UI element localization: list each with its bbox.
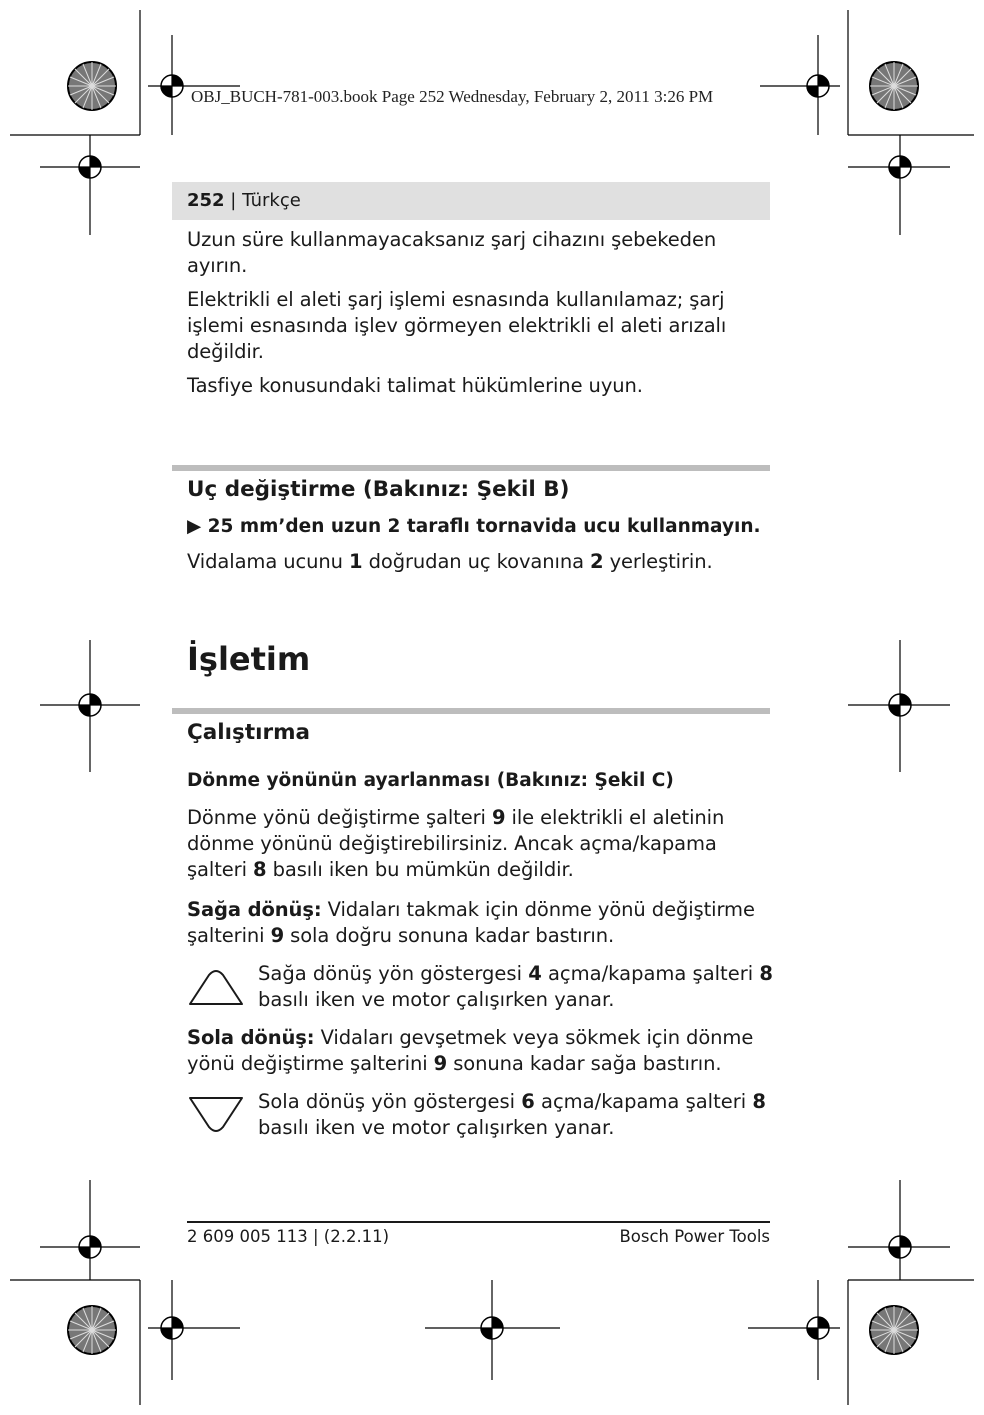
bit-change-paragraph (187, 549, 773, 575)
intro-paragraph-1: Uzun süre kullanmayacaksanız şarj cihazını şebekeden ayırın. (187, 228, 717, 277)
left-rotation-paragraph (187, 1025, 773, 1077)
section-rule (172, 708, 770, 714)
text: Sola dönüş yön göstergesi (258, 1090, 522, 1113)
text: ile elektrikli el aletinin dönme yönünü değiştirebilirsiniz. Ancak açma/kapama şalteri (187, 806, 725, 881)
footer-rule (187, 1221, 770, 1223)
ref-number: 8 (752, 1090, 766, 1113)
left-rotation (187, 1025, 773, 1077)
page-band (172, 182, 770, 220)
rotation-subheading: Dönme yönünün ayarlanması (Bakınız: Şekil C) (187, 770, 674, 791)
ref-number: 9 (433, 1052, 448, 1075)
right-indicator-text (258, 961, 778, 1013)
ref-number: 2 (590, 550, 604, 573)
text: Vidalama ucunu (187, 550, 350, 573)
footer-doc-number: 2 609 005 113 | (2.2.11) (187, 1227, 390, 1246)
text: yerleştirin. (603, 550, 713, 573)
text: açma/kapama şalteri (541, 962, 760, 985)
page-band-separator: | (224, 190, 243, 211)
ref-number: 8 (253, 858, 267, 881)
intro-paragraph-3: Tasfiye konusundaki talimat hükümlerine uyun. (187, 374, 643, 397)
print-header: OBJ_BUCH-781-003.book Page 252 Wednesday, February 2, 2011 3:26 PM (191, 87, 714, 106)
text: açma/kapama şalteri (534, 1090, 753, 1113)
page-number: 252 (187, 190, 225, 211)
text: basılı iken ve motor çalışırken yanar. (258, 1116, 615, 1139)
intro-paragraph-2: Elektrikli el aleti şarj işlemi esnasında kullanılamaz; şarj işlemi esnasında işlev görmeyen elektrikli el aleti arızalı değildir. (187, 288, 727, 363)
text: Vidaları gevşetmek veya sökmek için dönme yönü değiştirme şalterini (187, 1026, 754, 1075)
text: Vidaları takmak için dönme yönü değiştirme şalterini (187, 898, 755, 947)
bit-change-text (187, 549, 773, 575)
text: Sağa dönüş yön göstergesi (258, 962, 529, 985)
left-indicator-text (258, 1089, 778, 1141)
triangle-down-icon (187, 1094, 245, 1134)
text: doğrudan uç kovanına (362, 550, 591, 573)
chapter-heading: İşletim (187, 640, 311, 678)
footer-brand: Bosch Power Tools (619, 1227, 770, 1246)
bit-change-warning: ▶ 25 mm’den uzun 2 taraflı tornavida ucu kullanmayın. (187, 516, 761, 537)
right-rotation-label: Sağa dönüş: (187, 898, 322, 921)
ref-number: 9 (270, 924, 285, 947)
ref-number: 4 (528, 962, 542, 985)
text: basılı iken ve motor çalışırken yanar. (258, 988, 615, 1011)
text: Dönme yönü değiştirme şalteri (187, 806, 492, 829)
text: sonuna kadar sağa bastırın. (447, 1052, 722, 1075)
text: sola doğru sonuna kadar bastırın. (284, 924, 615, 947)
text: basılı iken bu mümkün değildir. (266, 858, 574, 881)
section-rule (172, 465, 770, 471)
left-rotation-label: Sola dönüş: (187, 1026, 315, 1049)
ref-number: 6 (521, 1090, 535, 1113)
operation-section-heading: Çalıştırma (187, 720, 310, 745)
right-rotation-paragraph (187, 897, 773, 949)
rotation-paragraph (187, 805, 773, 883)
triangle-up-icon (187, 968, 245, 1008)
ref-number: 1 (349, 550, 363, 573)
right-rotation (187, 897, 773, 949)
page-language: Türkçe (242, 190, 301, 211)
intro-block (187, 227, 773, 399)
ref-number: 8 (759, 962, 773, 985)
bit-change-heading: Uç değiştirme (Bakınız: Şekil B) (187, 477, 570, 502)
rotation-intro (187, 805, 773, 883)
ref-number: 9 (491, 806, 506, 829)
